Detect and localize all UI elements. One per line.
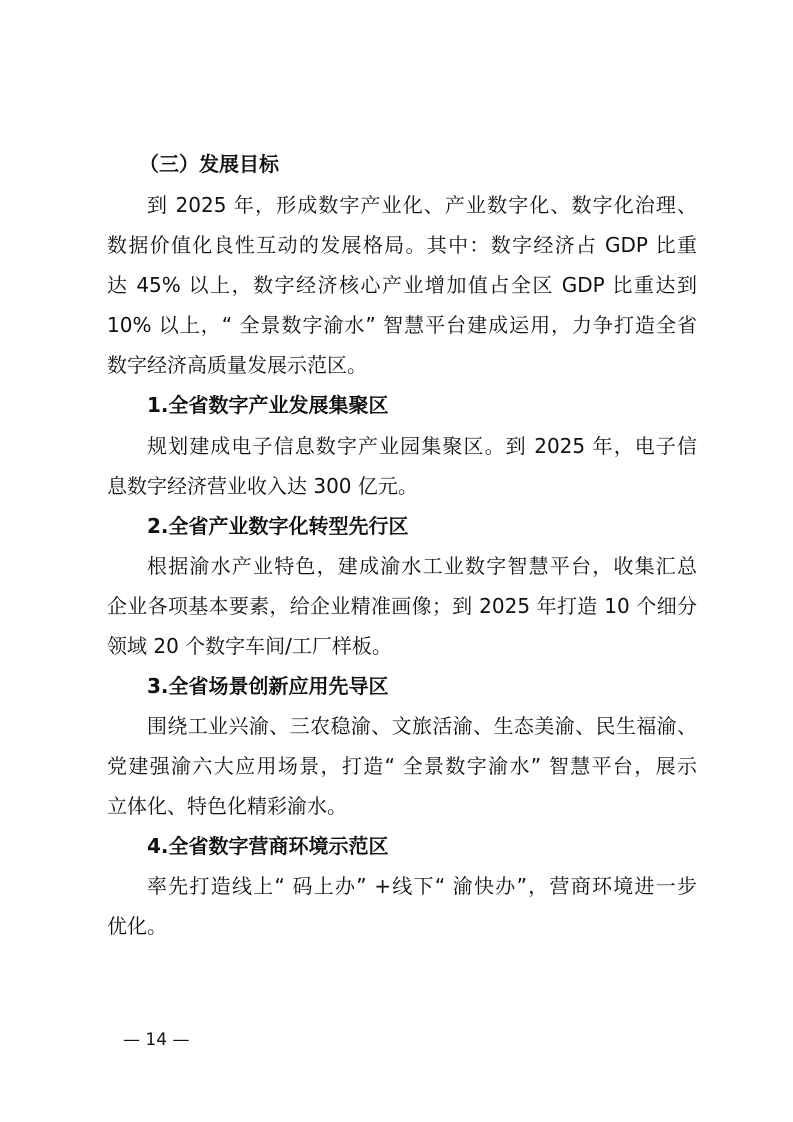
goal-text-line: 党建强渝六大应用场景，打造“ 全景数字渝水” 智慧平台，展示	[107, 754, 697, 778]
page-number: — 14 —	[123, 1030, 190, 1050]
goal-text-line: 息数字经济营业收入达 300 亿元。	[107, 474, 418, 498]
paragraph-line: 10% 以上，“ 全景数字渝水” 智慧平台建成运用，力争打造全省	[107, 313, 697, 337]
goal-heading: 4.全省数字营商环境示范区	[147, 834, 389, 858]
goal-text-line: 根据渝水产业特色，建成渝水工业数字智慧平台，收集汇总	[147, 554, 697, 578]
paragraph-line: 数据价值化良性互动的发展格局。其中：数字经济占 GDP 比重	[107, 233, 697, 257]
goal-text-line: 规划建成电子信息数字产业园集聚区。到 2025 年，电子信	[147, 434, 697, 458]
goal-text-line: 围绕工业兴渝、三农稳渝、文旅活渝、生态美渝、民生福渝、	[147, 714, 697, 738]
goal-text-line: 率先打造线上“ 码上办” +线下“ 渝快办”，营商环境进一步	[147, 874, 697, 898]
goal-heading: 3.全省场景创新应用先导区	[147, 674, 389, 698]
goal-text-line: 优化。	[107, 914, 167, 938]
paragraph-line: 到 2025 年，形成数字产业化、产业数字化、数字化治理、	[147, 193, 697, 217]
goal-text-line: 领域 20 个数字车间/工厂样板。	[107, 634, 392, 658]
goal-text-line: 立体化、特色化精彩渝水。	[107, 794, 347, 818]
paragraph-line: 达 45% 以上，数字经济核心产业增加值占全区 GDP 比重达到	[107, 273, 697, 297]
section-heading: （三）发展目标	[139, 152, 279, 176]
goal-heading: 2.全省产业数字化转型先行区	[147, 514, 409, 538]
goal-text-line: 企业各项基本要素，给企业精准画像；到 2025 年打造 10 个细分	[107, 594, 697, 618]
goal-heading: 1.全省数字产业发展集聚区	[147, 393, 389, 417]
paragraph-line: 数字经济高质量发展示范区。	[107, 353, 367, 377]
